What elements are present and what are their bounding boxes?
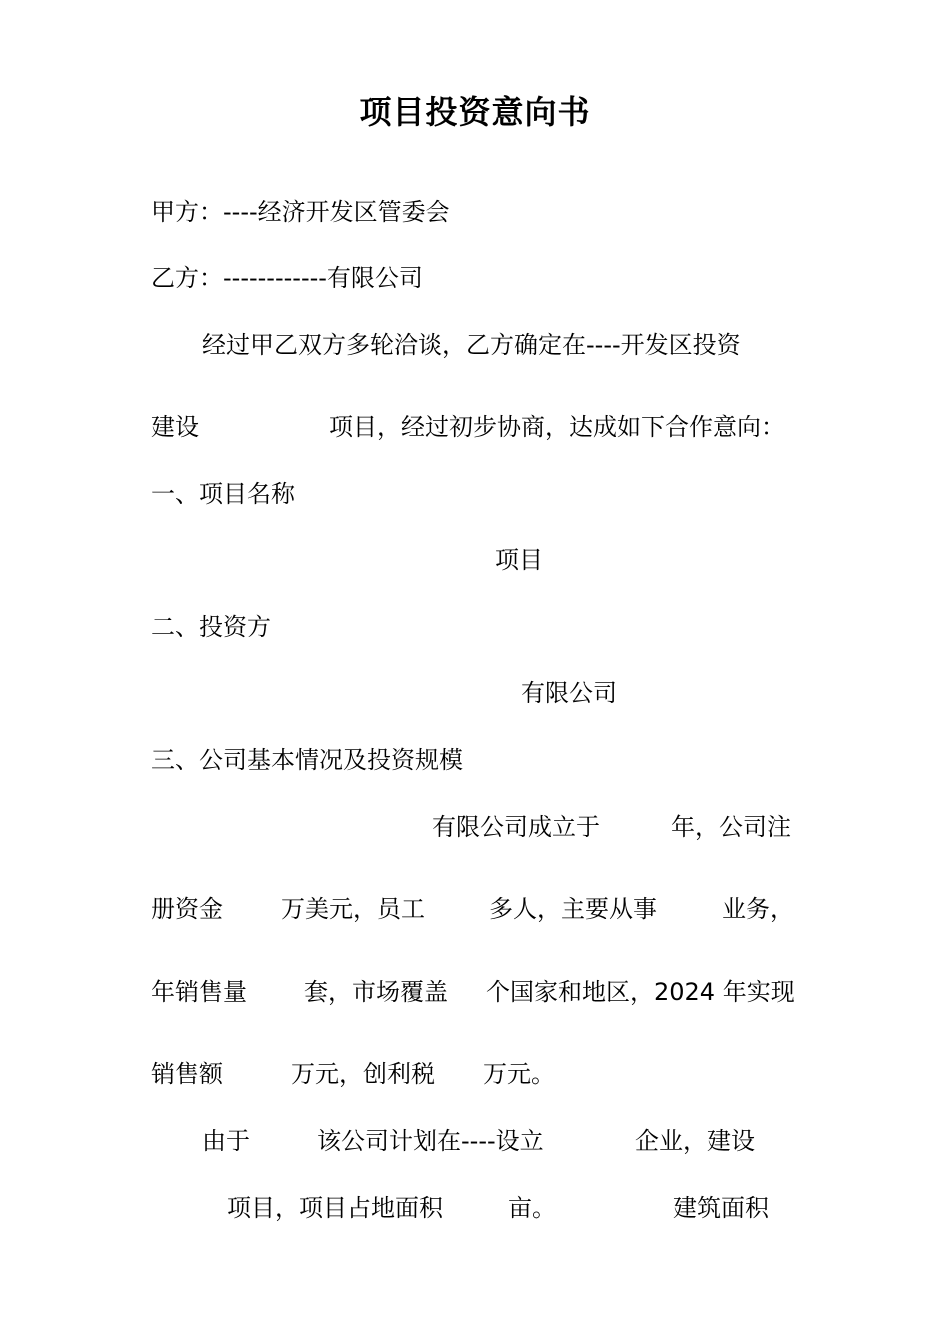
- plan-line-2b: 亩。: [508, 1194, 556, 1222]
- plan-line-1c: 企业，建设: [635, 1127, 755, 1155]
- company-info-line-3b: 套，市场覆盖: [304, 978, 448, 1006]
- company-info-line-1a: 有限公司成立于: [432, 813, 600, 841]
- company-info-line-2c: 多人，主要从事: [489, 895, 657, 923]
- company-info-line-3a: 年销售量: [151, 978, 247, 1006]
- section-1-value: 项目: [495, 546, 543, 574]
- intro-line-2-end: 项目，经过初步协商，达成如下合作意向：: [329, 413, 785, 441]
- document-title: 项目投资意向书: [359, 93, 591, 131]
- company-info-line-3c: 个国家和地区，2024 年实现: [486, 978, 795, 1006]
- company-info-line-4b: 万元，创利税: [291, 1060, 435, 1088]
- company-info-line-4c: 万元。: [483, 1060, 555, 1088]
- section-3-heading: 三、公司基本情况及投资规模: [151, 746, 463, 774]
- company-info-line-2d: 业务，: [722, 895, 794, 923]
- intro-line-1: 经过甲乙双方多轮洽谈，乙方确定在----开发区投资: [202, 331, 741, 359]
- company-info-line-2a: 册资金: [151, 895, 223, 923]
- company-info-line-2b: 万美元，员工: [281, 895, 425, 923]
- intro-line-2-start: 建设: [151, 413, 199, 441]
- plan-line-2c: 建筑面积: [673, 1194, 769, 1222]
- section-1-heading: 一、项目名称: [151, 480, 295, 508]
- section-2-value: 有限公司: [521, 679, 617, 707]
- company-info-line-1b: 年，公司注: [671, 813, 791, 841]
- plan-line-2a: 项目，项目占地面积: [227, 1194, 443, 1222]
- company-info-line-4a: 销售额: [151, 1060, 223, 1088]
- section-2-heading: 二、投资方: [151, 613, 271, 641]
- plan-line-1b: 该公司计划在----设立: [317, 1127, 544, 1155]
- plan-line-1a: 由于: [202, 1127, 250, 1155]
- party-a-line: 甲方：----经济开发区管委会: [151, 198, 450, 226]
- party-b-line: 乙方：------------有限公司: [151, 264, 423, 292]
